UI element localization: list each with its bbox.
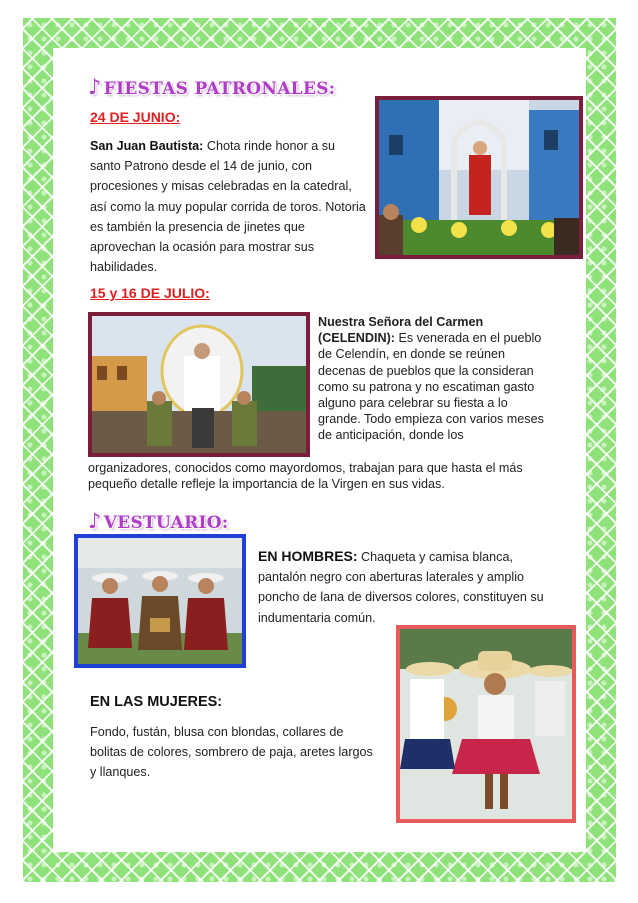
hombres-photo	[74, 534, 246, 668]
music-note-icon: ♪	[88, 74, 102, 99]
virgen-carmen-photo	[88, 312, 310, 457]
carmen-text: Es venerada en el pueblo de Celendín, en donde se reúnen decenas de pueblos que la consideran como su patrona y no escatiman gasto alguno para celebrar su fiesta a lo grande. Todo empieza con varios meses de anticipación, donde los	[318, 331, 544, 443]
fiestas-heading	[88, 74, 335, 99]
music-note-icon: ♪	[88, 508, 102, 533]
mujeres-photo	[396, 625, 576, 823]
san-juan-paragraph	[90, 136, 368, 277]
carmen-title: Nuestra Señora del Carmen (CELENDIN):	[318, 315, 484, 346]
san-juan-photo	[375, 96, 583, 259]
vestuario-heading	[88, 508, 228, 533]
mujeres-paragraph: Fondo, fustán, blusa con blondas, collares de bolitas de colores, sombrero de paja, aretes largos y llanques.	[90, 725, 373, 780]
san-juan-title: San Juan Bautista:	[90, 139, 204, 153]
mujeres-label: EN LAS MUJERES:	[90, 694, 223, 710]
san-juan-text: Chota rinde honor a su santo Patrono desde el 14 de junio, con procesiones y misas celebradas en la catedral, así como la muy popular corrida de toros. Notoria es también la presencia de jinetes que aprovechan la ocasión para mostrar sus habilidades.	[90, 139, 366, 275]
hombres-label: EN HOMBRES:	[258, 548, 358, 564]
carmen-paragraph-continued: organizadores, conocidos como mayordomos, trabajan para que hasta el más pequeño detalle refleje la importancia de la Virgen en sus vidas.	[88, 461, 523, 492]
hombres-text: Chaqueta y camisa blanca, pantalón negro con aberturas laterales y amplio poncho de lana de diversos colores, constituyen su indumentaria común.	[258, 550, 544, 625]
fiestas-heading-text: FIESTAS PATRONALES:	[103, 79, 336, 99]
date-june: 24 DE JUNIO:	[90, 109, 181, 125]
vestuario-heading-text: VESTUARIO:	[103, 513, 229, 533]
hombres-paragraph	[258, 546, 548, 628]
date-july: 15 y 16 DE JULIO:	[90, 285, 210, 301]
carmen-paragraph	[318, 314, 544, 444]
